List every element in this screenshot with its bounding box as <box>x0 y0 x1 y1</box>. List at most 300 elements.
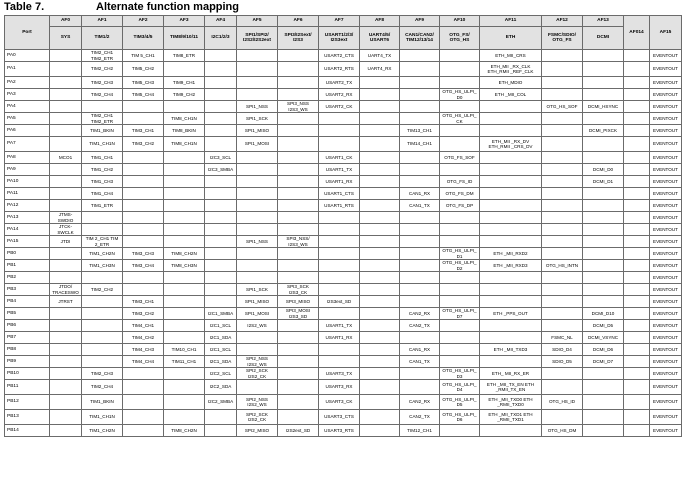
function-cell <box>50 272 82 284</box>
function-cell: TIM8_CH2N <box>164 248 205 260</box>
function-cell <box>583 425 624 437</box>
function-cell <box>50 260 82 272</box>
function-cell <box>360 380 400 395</box>
function-cell: ETH_MII _RX_CLK ETH_RMII _REF_CLK <box>480 62 542 77</box>
function-cell <box>360 332 400 344</box>
function-cell <box>542 380 583 395</box>
function-cell <box>624 284 650 296</box>
function-cell: I2S3ext_SD <box>319 296 360 308</box>
function-cell <box>624 272 650 284</box>
function-cell: TIM1_CH2N <box>82 248 123 260</box>
function-cell <box>82 320 123 332</box>
function-cell <box>205 284 237 296</box>
function-cell <box>400 272 440 284</box>
function-cell <box>360 101 400 113</box>
function-cell: TIM1_CH2 <box>82 164 123 176</box>
function-cell <box>542 113 583 125</box>
function-cell <box>123 284 164 296</box>
function-cell: TIM1_BKIN <box>82 395 123 410</box>
function-cell <box>542 164 583 176</box>
function-cell: TIM2_CH3 <box>82 77 123 89</box>
function-cell: USART2_CK <box>319 101 360 113</box>
function-cell <box>278 113 319 125</box>
function-cell: SPI1_NSS <box>237 101 278 113</box>
function-cell <box>440 356 480 368</box>
function-cell <box>205 410 237 425</box>
port-cell: PA3 <box>5 89 50 101</box>
function-cell <box>440 50 480 62</box>
function-cell: DCMI_D1 <box>583 176 624 188</box>
function-header: TIM8/9/10/11 <box>164 27 205 50</box>
function-cell <box>542 200 583 212</box>
function-cell <box>50 101 82 113</box>
function-cell <box>164 272 205 284</box>
function-cell <box>205 260 237 272</box>
function-cell <box>205 188 237 200</box>
function-header: FSMC/SDIO/ OTG_FS <box>542 27 583 50</box>
af-header: AF4 <box>205 16 237 27</box>
function-cell <box>583 152 624 164</box>
function-cell: SPI1_NSS <box>237 236 278 248</box>
function-cell: USART2_RX <box>319 89 360 101</box>
function-cell <box>278 62 319 77</box>
function-cell <box>278 125 319 137</box>
function-cell <box>82 212 123 224</box>
function-cell: EVENTOUT <box>650 380 682 395</box>
function-cell <box>624 368 650 380</box>
table-row <box>5 137 682 152</box>
alternate-function-table <box>4 15 682 437</box>
function-cell <box>164 200 205 212</box>
function-cell <box>480 113 542 125</box>
table-row <box>5 101 682 113</box>
function-cell <box>583 113 624 125</box>
function-cell: I2C3_SMBA <box>205 164 237 176</box>
function-cell <box>50 410 82 425</box>
function-cell <box>278 188 319 200</box>
function-cell <box>237 272 278 284</box>
function-cell <box>237 224 278 236</box>
function-cell <box>400 284 440 296</box>
function-cell: ETH _MII_RXD2 <box>480 248 542 260</box>
function-cell <box>360 410 400 425</box>
port-cell: PB8 <box>5 344 50 356</box>
function-cell: TIM8_ETR <box>164 50 205 62</box>
function-cell <box>542 152 583 164</box>
function-cell: TIM1_CH4 <box>82 188 123 200</box>
table-row <box>5 62 682 77</box>
function-cell: TIM3_CH1 <box>123 125 164 137</box>
function-cell: USART3_TX <box>319 368 360 380</box>
function-cell <box>164 320 205 332</box>
function-cell: ETH _MII_TXD1 ETH _RMII_TXD1 <box>480 410 542 425</box>
function-cell <box>400 62 440 77</box>
function-cell <box>123 176 164 188</box>
function-cell: OTG_HS_ULPI_CK <box>440 113 480 125</box>
function-cell <box>624 332 650 344</box>
function-cell <box>50 395 82 410</box>
table-row <box>5 410 682 425</box>
table-row <box>5 320 682 332</box>
function-cell <box>278 395 319 410</box>
function-cell <box>50 77 82 89</box>
function-cell <box>624 320 650 332</box>
function-cell <box>164 236 205 248</box>
port-cell: PB1 <box>5 260 50 272</box>
function-cell: ETH _MII_TXD3 <box>480 344 542 356</box>
function-cell <box>440 236 480 248</box>
function-cell <box>205 224 237 236</box>
function-header: USART1/2/3/ I2S3ext <box>319 27 360 50</box>
function-cell <box>440 344 480 356</box>
function-cell <box>319 212 360 224</box>
function-cell: SPI1_MOSI <box>237 137 278 152</box>
function-cell <box>205 101 237 113</box>
function-cell <box>123 164 164 176</box>
function-cell: OTG_HS_ID <box>542 395 583 410</box>
port-cell: PA5 <box>5 113 50 125</box>
function-cell <box>583 137 624 152</box>
function-cell <box>583 395 624 410</box>
function-cell <box>237 332 278 344</box>
function-cell: I2S2_WS <box>237 320 278 332</box>
function-cell: OTG_FS_DP <box>440 200 480 212</box>
function-cell <box>237 50 278 62</box>
function-cell: TIM12_CH1 <box>400 425 440 437</box>
function-header: I2C1/2/3 <box>205 27 237 50</box>
function-cell: USART3_RX <box>319 380 360 395</box>
port-cell: PA8 <box>5 152 50 164</box>
function-cell: SPI1_MISO <box>237 125 278 137</box>
table-row <box>5 395 682 410</box>
function-cell: ETH_MII _RX_DV ETH_RMII _CRS_DV <box>480 137 542 152</box>
function-cell <box>480 332 542 344</box>
function-cell <box>542 77 583 89</box>
function-cell <box>360 248 400 260</box>
function-cell: TIM5_CH2 <box>123 62 164 77</box>
function-cell <box>50 320 82 332</box>
function-cell <box>624 113 650 125</box>
function-cell: EVENTOUT <box>650 344 682 356</box>
function-cell: EVENTOUT <box>650 425 682 437</box>
function-cell <box>542 89 583 101</box>
function-cell <box>440 212 480 224</box>
function-cell <box>237 248 278 260</box>
function-cell <box>319 125 360 137</box>
function-cell <box>400 332 440 344</box>
function-cell <box>50 380 82 395</box>
function-cell <box>360 89 400 101</box>
function-cell <box>542 296 583 308</box>
function-cell: EVENTOUT <box>650 77 682 89</box>
function-cell: ETH _PPS_OUT <box>480 308 542 320</box>
function-cell: SPI3_MOSI I2S3_SD <box>278 308 319 320</box>
function-cell: USART3_CTS <box>319 410 360 425</box>
function-cell: SPI2_NSS I2S2_WS <box>237 356 278 368</box>
function-cell <box>164 188 205 200</box>
function-cell: OTG_HS_ULPI_D2 <box>440 260 480 272</box>
port-cell: PB2 <box>5 272 50 284</box>
function-cell <box>360 164 400 176</box>
function-cell <box>50 248 82 260</box>
function-cell <box>542 62 583 77</box>
function-cell: CAN1_RX <box>400 344 440 356</box>
function-cell <box>583 272 624 284</box>
function-header: SYS <box>50 27 82 50</box>
function-cell <box>82 308 123 320</box>
function-cell <box>205 212 237 224</box>
function-cell <box>82 332 123 344</box>
function-cell: USART3_RTS <box>319 425 360 437</box>
function-cell <box>360 125 400 137</box>
function-cell: I2C1_SCL <box>205 344 237 356</box>
function-cell <box>624 380 650 395</box>
function-cell <box>480 236 542 248</box>
port-cell: PA6 <box>5 125 50 137</box>
function-cell <box>400 296 440 308</box>
af-header: AF8 <box>360 16 400 27</box>
function-cell <box>360 152 400 164</box>
function-cell <box>50 344 82 356</box>
function-cell: CAN1_TX <box>400 200 440 212</box>
table-row <box>5 125 682 137</box>
function-cell: CAN2_RX <box>400 308 440 320</box>
table-row <box>5 425 682 437</box>
function-cell: TIM2_CH3 <box>82 368 123 380</box>
function-cell <box>319 236 360 248</box>
function-cell <box>360 137 400 152</box>
function-cell: OTG_HS_ULPI_D6 <box>440 410 480 425</box>
function-cell: SPI2_SCK I2S2_CK <box>237 410 278 425</box>
function-cell <box>360 320 400 332</box>
function-cell <box>278 77 319 89</box>
table-row <box>5 188 682 200</box>
af-header: AF2 <box>123 16 164 27</box>
function-cell <box>123 152 164 164</box>
function-header: UART4/5/ USART6 <box>360 27 400 50</box>
function-cell <box>624 101 650 113</box>
function-cell: TIM1_CH2N <box>82 425 123 437</box>
function-cell <box>278 137 319 152</box>
function-cell: EVENTOUT <box>650 152 682 164</box>
function-cell: EVENTOUT <box>650 272 682 284</box>
function-cell <box>278 320 319 332</box>
function-cell: TIM10_CH1 <box>164 344 205 356</box>
table-row <box>5 176 682 188</box>
function-cell <box>624 410 650 425</box>
function-cell: ETH_ MII_RX_ER <box>480 368 542 380</box>
function-cell: DCMI_VSYNC <box>583 332 624 344</box>
function-cell <box>164 164 205 176</box>
function-cell <box>360 188 400 200</box>
function-header: TIM1/2 <box>82 27 123 50</box>
function-cell <box>583 62 624 77</box>
function-cell: I2C1_SCL <box>205 320 237 332</box>
function-cell: EVENTOUT <box>650 368 682 380</box>
function-cell <box>542 284 583 296</box>
function-cell <box>400 224 440 236</box>
function-cell: USART3_CK <box>319 395 360 410</box>
function-cell: OTG_HS_ULPI_D0 <box>440 89 480 101</box>
port-cell: PA13 <box>5 212 50 224</box>
function-cell <box>278 380 319 395</box>
function-cell: OTG_HS_ULPI_D3 <box>440 368 480 380</box>
function-cell: JTDI <box>50 236 82 248</box>
function-cell: JTCK-SWCLK <box>50 224 82 236</box>
table-row <box>5 296 682 308</box>
function-cell: USART2_TX <box>319 77 360 89</box>
function-cell: OTG_HS_INTN <box>542 260 583 272</box>
function-cell <box>360 395 400 410</box>
function-cell <box>583 77 624 89</box>
function-cell <box>164 410 205 425</box>
function-cell <box>278 272 319 284</box>
function-header: OTG_FS/ OTG_HS <box>440 27 480 50</box>
function-cell <box>440 62 480 77</box>
function-cell <box>624 137 650 152</box>
function-header: TIM3/4/5 <box>123 27 164 50</box>
function-cell: EVENTOUT <box>650 176 682 188</box>
function-cell: OTG_HS_SOF <box>542 101 583 113</box>
function-cell: TIM2_CH4 <box>82 89 123 101</box>
function-cell <box>583 200 624 212</box>
function-cell: EVENTOUT <box>650 395 682 410</box>
function-cell: ETH _MII_TX_EN ETH _RMII_TX_EN <box>480 380 542 395</box>
function-cell <box>50 89 82 101</box>
function-cell <box>400 176 440 188</box>
af-header: AF15 <box>650 16 682 50</box>
function-cell <box>164 332 205 344</box>
function-cell: SPI3_MISO <box>278 296 319 308</box>
port-cell: PA1 <box>5 62 50 77</box>
function-cell <box>50 200 82 212</box>
function-cell <box>205 89 237 101</box>
function-cell: ETH _MII_TXD0 ETH _RMII_TXD0 <box>480 395 542 410</box>
function-cell: TIM3_CH2 <box>123 137 164 152</box>
function-cell <box>164 395 205 410</box>
function-cell: SDIO_D4 <box>542 344 583 356</box>
function-cell <box>624 200 650 212</box>
table-row <box>5 236 682 248</box>
function-cell: TIM8_BKIN <box>164 125 205 137</box>
function-cell <box>400 164 440 176</box>
function-cell <box>583 380 624 395</box>
function-cell <box>624 356 650 368</box>
function-cell <box>123 101 164 113</box>
function-cell <box>480 284 542 296</box>
function-cell <box>278 200 319 212</box>
function-cell <box>50 62 82 77</box>
function-cell <box>624 425 650 437</box>
function-cell <box>123 212 164 224</box>
function-cell: I2S2ext_SD <box>278 425 319 437</box>
function-cell <box>82 224 123 236</box>
function-cell: I2C1_SDA <box>205 332 237 344</box>
function-cell <box>237 62 278 77</box>
function-cell: TIM4_CH3 <box>123 344 164 356</box>
function-cell <box>205 113 237 125</box>
function-cell <box>480 101 542 113</box>
function-cell: TIM1_CH3 <box>82 176 123 188</box>
function-cell: ETH_MDIO <box>480 77 542 89</box>
function-cell <box>278 260 319 272</box>
function-cell <box>624 152 650 164</box>
function-cell <box>542 272 583 284</box>
function-cell <box>205 296 237 308</box>
function-cell: TIM1_ETR <box>82 200 123 212</box>
function-cell: TIM2_CH1 TIM2_ETR <box>82 113 123 125</box>
function-cell <box>237 212 278 224</box>
function-cell: ETH_MII_CRS <box>480 50 542 62</box>
function-cell: EVENTOUT <box>650 125 682 137</box>
function-cell: TIM5_CH4 <box>123 89 164 101</box>
port-cell: PA7 <box>5 137 50 152</box>
function-cell: SDIO_D5 <box>542 356 583 368</box>
function-cell: TIM4_CH4 <box>123 356 164 368</box>
function-cell <box>624 212 650 224</box>
function-header: DCMI <box>583 27 624 50</box>
function-cell: USART2_CTS <box>319 50 360 62</box>
function-cell <box>624 236 650 248</box>
function-cell <box>542 410 583 425</box>
function-cell <box>400 77 440 89</box>
function-cell <box>50 50 82 62</box>
function-cell <box>164 101 205 113</box>
function-cell <box>237 89 278 101</box>
function-cell: SPI1_MOSI <box>237 308 278 320</box>
function-cell: I2C1_SDA <box>205 356 237 368</box>
function-cell <box>123 188 164 200</box>
port-cell: PB3 <box>5 284 50 296</box>
af-header: AF1 <box>82 16 123 27</box>
function-cell <box>542 137 583 152</box>
function-cell <box>400 236 440 248</box>
function-cell: TIM1_CH1N <box>82 137 123 152</box>
function-cell <box>278 356 319 368</box>
port-cell: PA4 <box>5 101 50 113</box>
function-cell <box>278 212 319 224</box>
function-cell <box>278 152 319 164</box>
function-cell <box>278 50 319 62</box>
function-cell: EVENTOUT <box>650 296 682 308</box>
function-cell: EVENTOUT <box>650 89 682 101</box>
table-row <box>5 212 682 224</box>
port-cell: PB4 <box>5 296 50 308</box>
function-cell <box>278 332 319 344</box>
function-cell: TIM8_CH1N <box>164 113 205 125</box>
function-cell <box>400 248 440 260</box>
function-cell: USART1_RTS <box>319 200 360 212</box>
function-cell: JTMS-SWDIO <box>50 212 82 224</box>
function-cell <box>319 260 360 272</box>
function-cell <box>542 248 583 260</box>
function-cell <box>583 224 624 236</box>
function-cell <box>542 125 583 137</box>
function-cell <box>624 395 650 410</box>
function-cell <box>360 200 400 212</box>
function-cell <box>50 137 82 152</box>
function-cell: OTG_FS_ID <box>440 176 480 188</box>
function-cell: EVENTOUT <box>650 284 682 296</box>
function-cell <box>480 152 542 164</box>
port-cell: PA12 <box>5 200 50 212</box>
function-cell: OTG_HS_ULPI_D4 <box>440 380 480 395</box>
function-cell: OTG_FS_DM <box>440 188 480 200</box>
function-cell <box>82 272 123 284</box>
function-cell <box>319 284 360 296</box>
port-cell: PA15 <box>5 236 50 248</box>
function-cell <box>480 296 542 308</box>
